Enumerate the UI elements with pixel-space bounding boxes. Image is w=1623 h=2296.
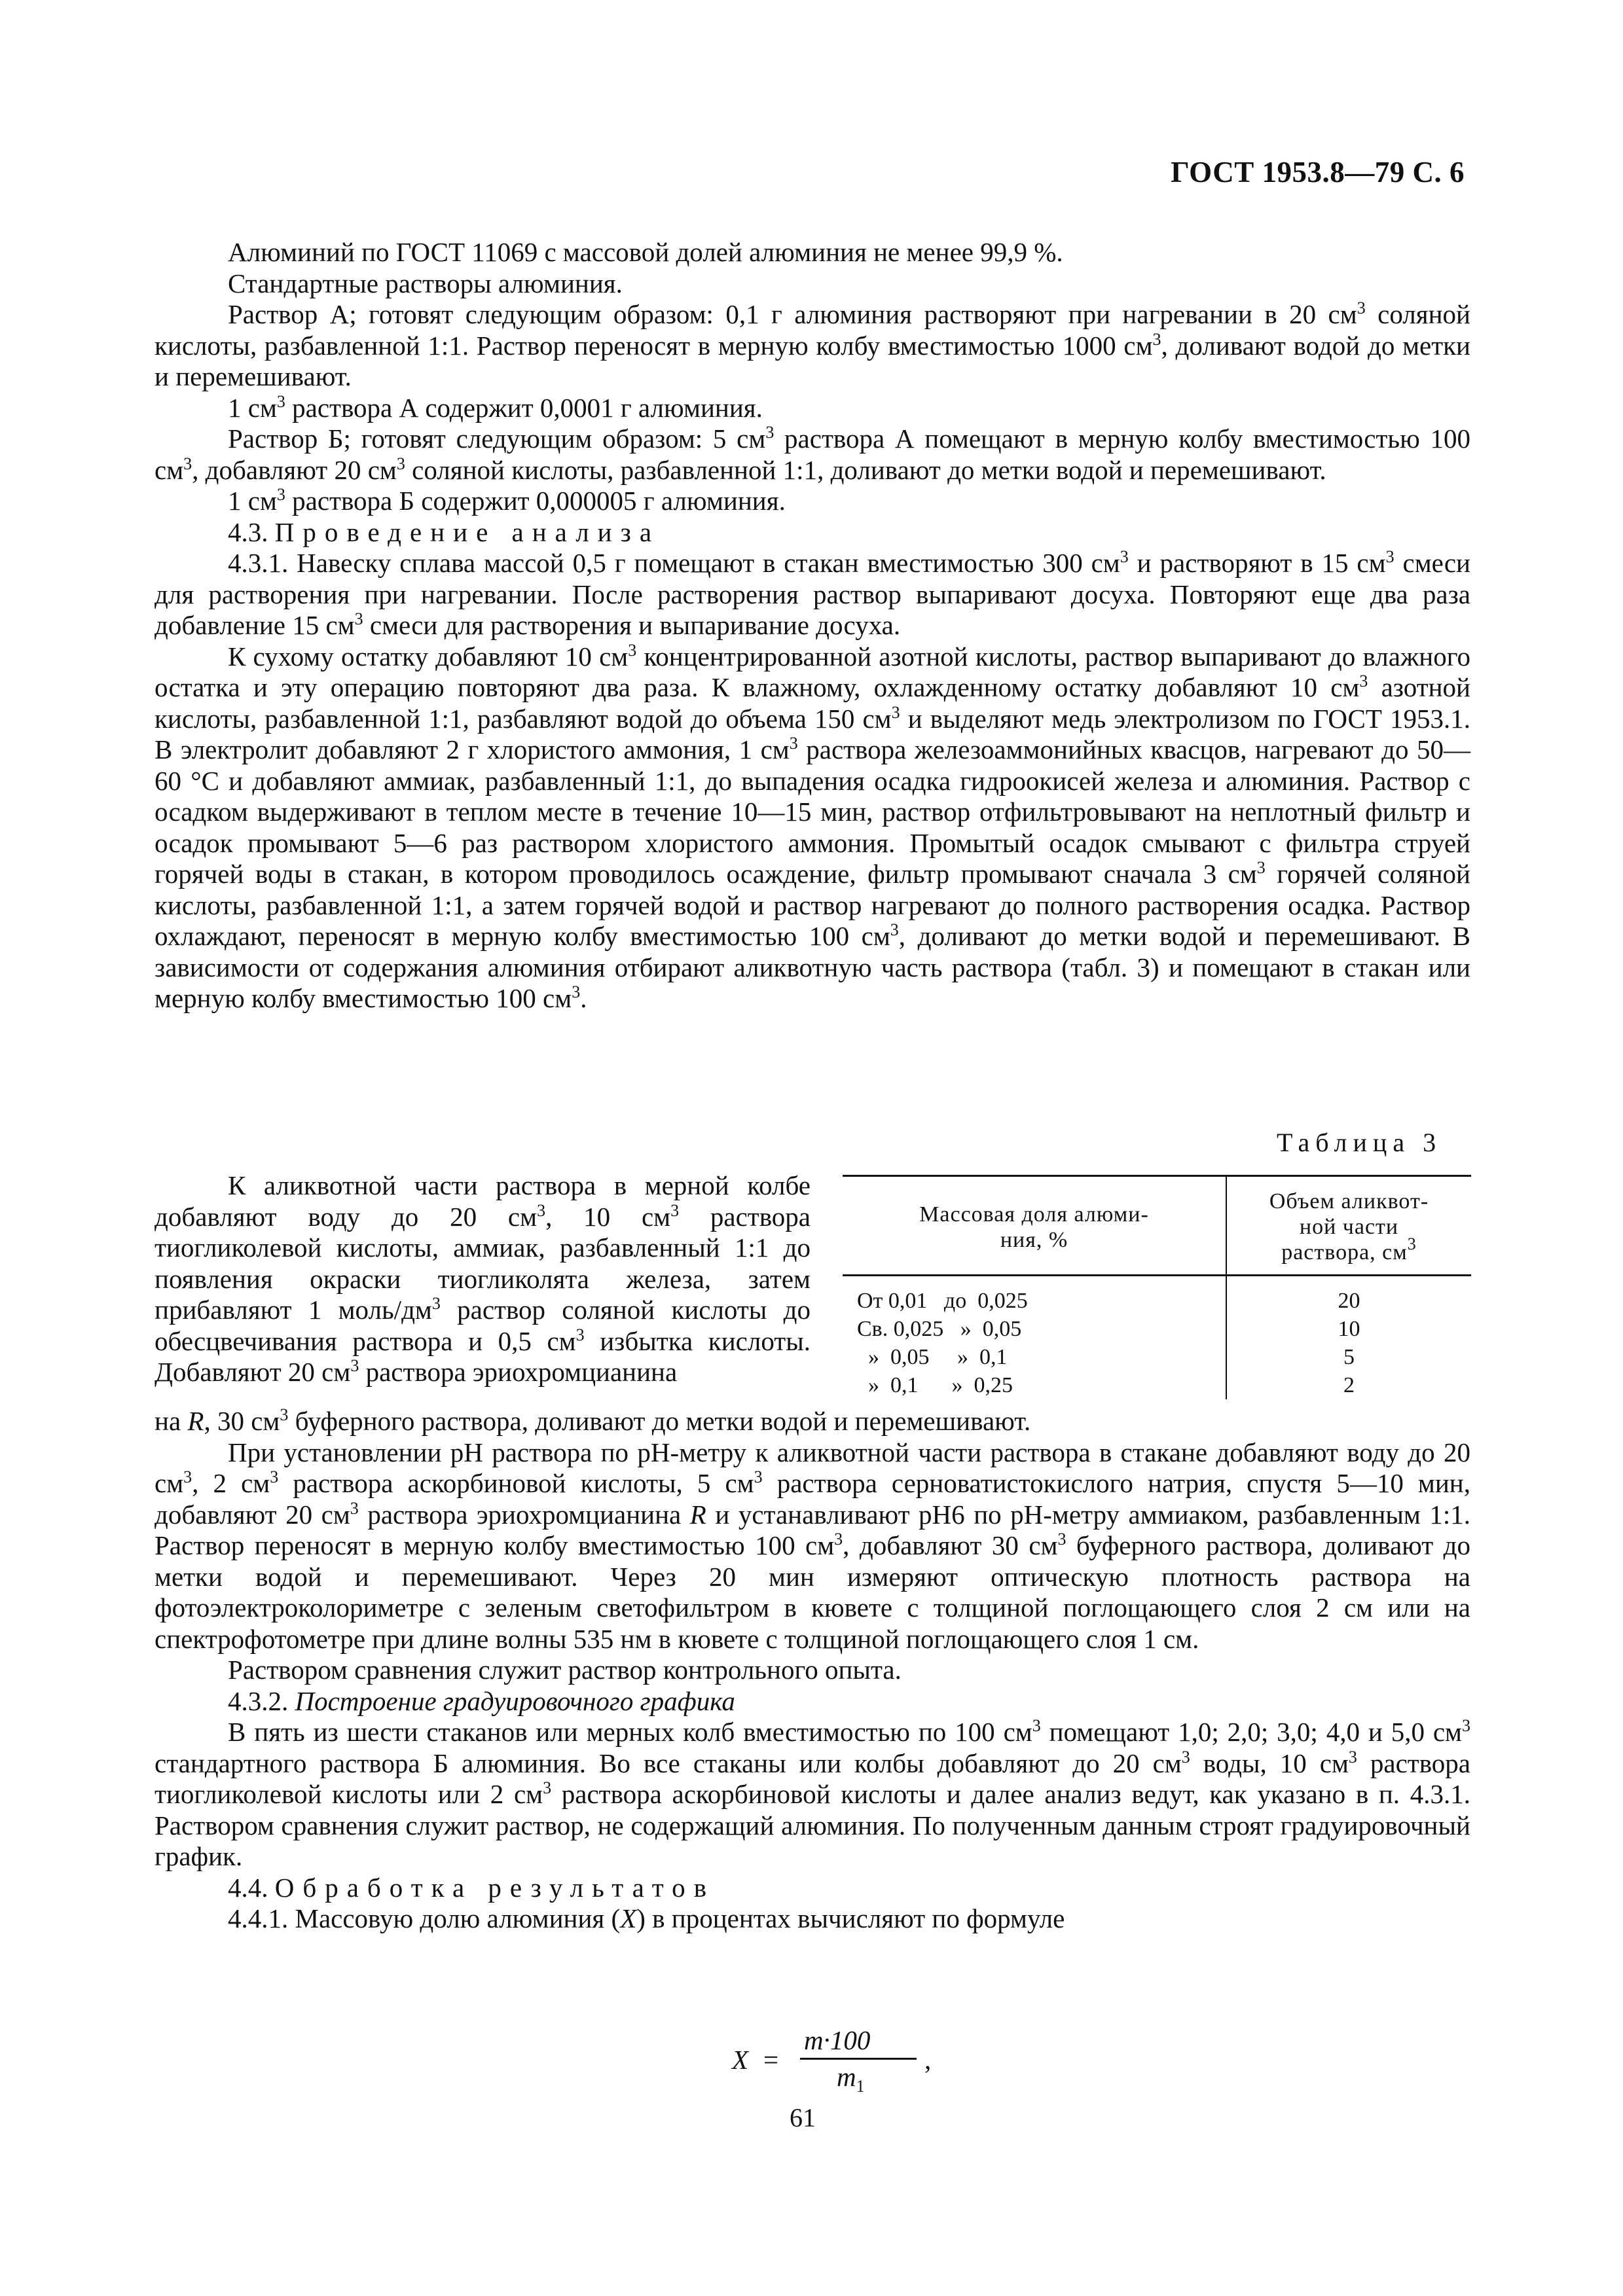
- table-3: [843, 1175, 1471, 1399]
- paragraph-4-4-1: 4.4.1. Массовую долю алюминия (X) в процентах вычисляют по формуле: [228, 1903, 1065, 1933]
- page-number: 61: [790, 2103, 816, 2132]
- table-cell-volume: 5: [1343, 1345, 1355, 1369]
- table-header-aliquot-volume: Объем аликвот- ной части раствора, $см^3$: [1226, 1176, 1471, 1276]
- paragraph-solution-a-content: 1 $см^3$ раствора А содержит 0,0001 г алюминия.: [228, 391, 763, 423]
- paragraph-aluminium-grade: Алюминий по ГОСТ 11069 с массовой долей алюминия не менее 99,9 %.: [228, 237, 1063, 267]
- paragraph-solution-a: Раствор А; готовят следующим образом: 0,1 г алюминия растворяют при нагревании в 20 $см^3$ соляной кислоты, разбавленной 1:1. Раствор переносят в мерную колбу вместимостью 1000 $см^3$, доливают водой до метки и перемешивают.: [155, 298, 1470, 391]
- page-header: ГОСТ 1953.8—79 С. 6: [1171, 156, 1465, 188]
- table-row: [843, 1276, 1471, 1316]
- body-text-upper: [155, 237, 1470, 1014]
- table-cell-volume: 10: [1338, 1317, 1360, 1341]
- table-cell-volume: 2: [1343, 1373, 1355, 1397]
- paragraph-solution-b: Раствор Б; готовят следующим образом: 5 $см^3$ раствора А помещают в мерную колбу вместимостью 100 $см^3$, добавляют 20 $см^3$ соляной кислоты, разбавленной 1:1, доливают до метки водой и перемешивают.: [155, 423, 1470, 485]
- table-caption: Таблица 3: [1277, 1128, 1442, 1157]
- table-cell-range: » 0,1 » 0,25: [843, 1371, 1226, 1399]
- paragraph-4-3-1: 4.3.1. Навеску сплава массой 0,5 г помещают в стакан вместимостью 300 $см^3$ и растворяют в 15 $см^3$ смеси для растворения при нагревании. После растворения раствор выпаривают досуха. Повторяют еще два раза добавление 15 $см^3$ смеси для растворения и выпаривание досуха.: [155, 547, 1470, 640]
- formula-lhs: X: [732, 2045, 749, 2075]
- formula-denominator: $m_1$: [837, 2062, 865, 2096]
- paragraph-aliquot-continued: на R, 30 $см^3$ буферного раствора, доливают до метки водой и перемешивают.: [155, 1405, 1031, 1436]
- paragraph-calibration: В пять из шести стаканов или мерных колб вместимостью по 100 $см^3$ помещают 1,0; 2,0; 3,0; 4,0 и 5,0 $см^3$ стандартного раствора Б алюминия. Во все стаканы или колбы добавляют до 20 $см^3$ воды, 10 $см^3$ раствора тиогликолевой кислоты или 2 $см^3$ раствора аскорбиновой кислоты и далее анализ ведут, как указано в п. 4.3.1. Раствором сравнения служит раствор, не содержащий алюминия. По полученным данным строят градуировочный график.: [155, 1716, 1470, 1871]
- table-cell-range: Св. 0,025 » 0,05: [843, 1315, 1226, 1343]
- body-text-lower: [155, 1406, 1470, 1935]
- table-header-mass-fraction: Массовая доля алюми- ния, %: [843, 1176, 1226, 1276]
- body-text-beside-table: [155, 1170, 811, 1388]
- paragraph-ph-meter: При установлении рН раствора по рН-метру к аликвотной части раствора в стакане добавляют воду до 20 $см^3$, 2 $см^3$ раствора аскорбиновой кислоты, 5 $см^3$ раствора серноватистокислого натрия, спустя 5—10 мин, добавляют 20 $см^3$ раствора эриохромцианина R и устанавливают рН6 по рН-метру аммиаком, разбавленным 1:1. Раствор переносят в мерную колбу вместимостью 100 $см^3$, добавляют 30 $см^3$ буферного раствора, доливают до метки водой и перемешивают. Через 20 мин измеряют оптическую плотность раствора на фотоэлектроколориметре с зеленым светофильтром в кювете с толщиной поглощающего слоя 2 см или на спектрофотометре при длине волны 535 нм в кювете с толщиной поглощающего слоя 1 см.: [155, 1437, 1470, 1654]
- table-cell-range: » 0,05 » 0,1: [843, 1343, 1226, 1371]
- table-row: [843, 1315, 1471, 1343]
- table-row: [843, 1371, 1471, 1399]
- section-heading-analysis: 4.3. Проведение анализа: [228, 516, 661, 547]
- table-row: [843, 1343, 1471, 1371]
- formula-comma: ,: [924, 2045, 932, 2075]
- table-cell-range: От 0,01 до 0,025: [843, 1276, 1226, 1316]
- paragraph-dry-residue: К сухому остатку добавляют 10 $см^3$ концентрированной азотной кислоты, раствор выпаривают до влажного остатка и эту операцию повторяют два раза. К влажному, охлажденному остатку добавляют 10 $см^3$ азотной кислоты, разбавленной 1:1, разбавляют водой до объема 150 $см^3$ и выделяют медь электролизом по ГОСТ 1953.1. В электролит добавляют 2 г хлористого аммония, 1 $см^3$ раствора железоаммонийных квасцов, нагревают до 50—60 °С и добавляют аммиак, разбавленный 1:1, до выпадения осадка гидроокисей железа и алюминия. Раствор с осадком выдерживают в теплом месте в течение 10—15 мин, раствор отфильтровывают на неплотный фильтр и осадок промывают 5—6 раз раствором хлористого аммония. Промытый осадок смывают с фильтра струей горячей воды в стакан, в котором проводилось осаждение, фильтр промывают сначала 3 $см^3$ горячей соляной кислоты, разбавленной 1:1, а затем горячей водой и раствор нагревают до полного растворения осадка. Раствор охлаждают, переносят в мерную колбу вместимостью 100 $см^3$, доливают до метки водой и перемешивают. В зависимости от содержания алюминия отбирают аликвотную часть раствора (табл. 3) и помещают в стакан или мерную колбу вместимостью 100 $см^3$.: [155, 640, 1471, 1013]
- formula-fraction-bar: [800, 2058, 917, 2060]
- section-heading-results: 4.4. Обработка результатов: [228, 1872, 716, 1903]
- formula-equals: =: [763, 2045, 779, 2075]
- formula: [732, 2025, 941, 2104]
- paragraph-reference-solution: Раствором сравнения служит раствор контрольного опыта.: [228, 1655, 902, 1685]
- table-cell-volume: 20: [1338, 1289, 1360, 1313]
- paragraph-standard-solutions: Стандартные растворы алюминия.: [228, 268, 623, 298]
- paragraph-aliquot: К аликвотной части раствора в мерной колбе добавляют воду до 20 $см^3$, 10 $см^3$ раствора тиогликолевой кислоты, аммиак, разбавленный 1:1 до появления окраски тиогликолята железа, затем прибавляют 1 моль/$дм^3$ раствор соляной кислоты до обесцвечивания раствора и 0,5 $см^3$ избытка кислоты. Добавляют 20 $см^3$ раствора эриохромцианина: [155, 1170, 811, 1387]
- section-heading-calibration: 4.3.2. Построение градуировочного графика: [228, 1685, 735, 1716]
- paragraph-solution-b-content: 1 $см^3$ раствора Б содержит 0,000005 г алюминия.: [228, 485, 786, 516]
- formula-numerator: m·100: [804, 2025, 871, 2055]
